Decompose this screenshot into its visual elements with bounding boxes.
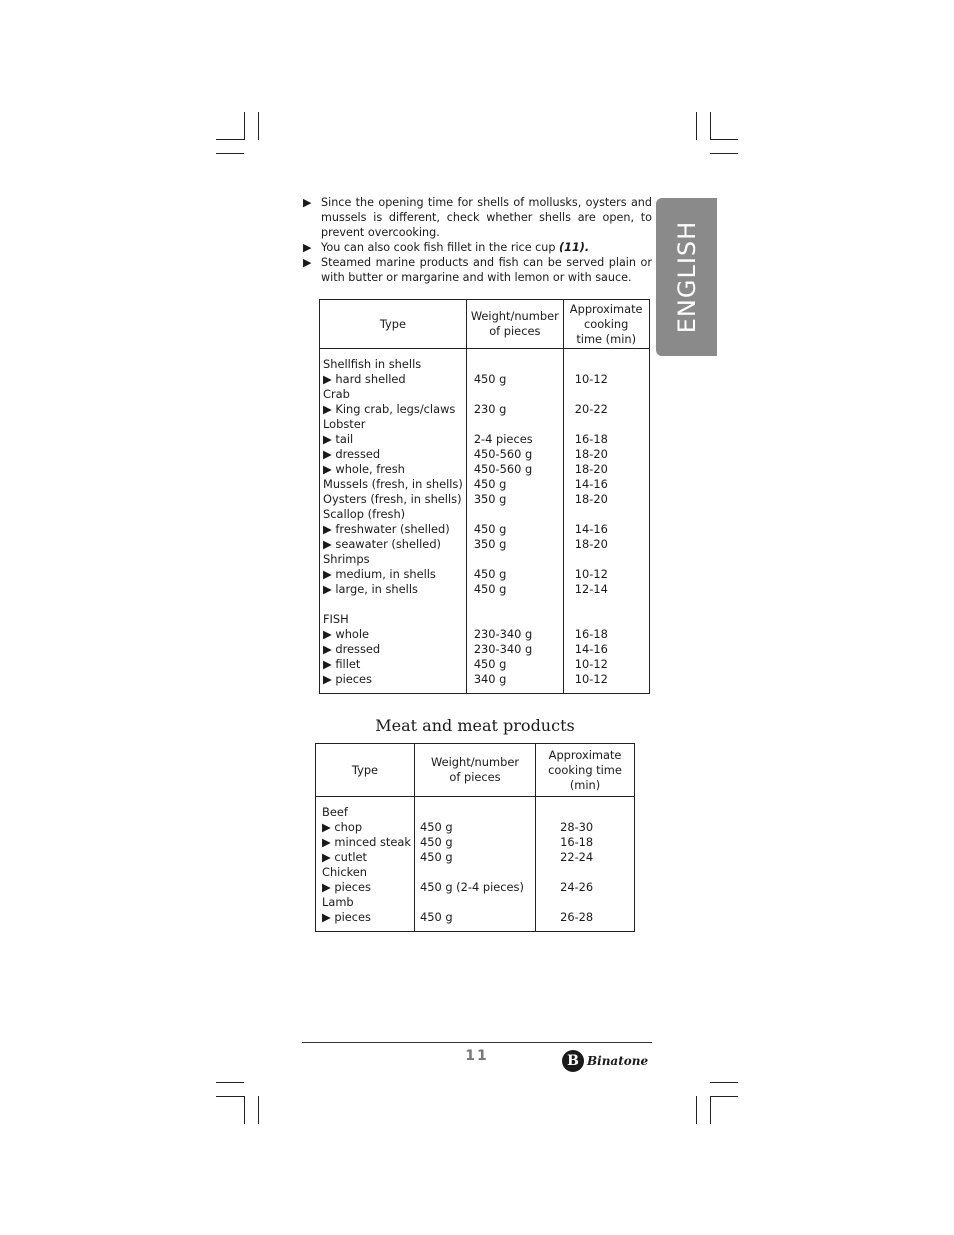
table-cell-type: ▶ medium, in shells	[323, 567, 436, 581]
table-cell-weight	[474, 507, 560, 522]
table-cell-weight: 450-560 g	[473, 447, 533, 461]
table-cell-type: ▶ freshwater (shelled)	[323, 522, 450, 536]
table-cell-weight: 450 g	[473, 477, 507, 491]
table-cell-weight	[474, 612, 560, 627]
time-column	[563, 349, 649, 694]
table-cell-weight: 450 g	[473, 372, 507, 386]
table-cell-type: ▶ King crab, legs/claws	[323, 402, 456, 416]
table-cell-time: 10-12	[574, 672, 608, 686]
table-cell-weight	[474, 597, 560, 612]
crop-mark	[216, 139, 244, 140]
table-cell-time: 10-12	[574, 567, 608, 581]
table-cell-weight: 450-560 g	[473, 462, 533, 476]
table-cell-weight: 450 g	[419, 835, 453, 849]
table-body-row	[316, 797, 635, 932]
crop-mark	[216, 1082, 244, 1083]
table-cell-time	[575, 507, 646, 522]
tip-item	[303, 240, 652, 255]
table-cell-weight: 2-4 pieces	[473, 432, 533, 446]
table-cell-time	[560, 895, 631, 910]
table-cell-time	[575, 417, 646, 432]
table-cell-type: ▶ pieces	[322, 880, 371, 894]
seafood-cooking-table	[319, 299, 650, 694]
time-cells	[564, 349, 649, 693]
table-cell-time: 16-18	[574, 432, 608, 446]
table-cell-type: Scallop (fresh)	[323, 507, 406, 521]
table-cell-type: ▶ pieces	[323, 672, 372, 686]
time-cells	[536, 797, 634, 931]
tip-text: Steamed marine products and fish can be served plain or with butter or margarine and with lemon or with sauce.	[321, 256, 652, 284]
table-cell-time	[560, 865, 631, 880]
table-cell-weight: 450 g	[473, 582, 507, 596]
table-cell-weight: 450 g	[473, 567, 507, 581]
crop-mark	[696, 112, 697, 140]
tip-reference: (11).	[559, 241, 590, 254]
crop-mark	[216, 1096, 244, 1097]
table-cell-weight	[420, 865, 532, 880]
table-cell-type: Lamb	[322, 895, 354, 909]
table-cell-weight: 450 g (2-4 pieces)	[419, 880, 524, 894]
table-cell-type: Mussels (fresh, in shells)	[323, 477, 463, 491]
column-header-type: Type	[316, 744, 415, 797]
crop-mark	[244, 112, 245, 140]
table-cell-type: ▶ tail	[323, 432, 354, 446]
table-cell-time: 14-16	[574, 642, 608, 656]
column-header-type: Type	[320, 300, 467, 349]
table-cell-time: 16-18	[574, 627, 608, 641]
table-cell-time	[575, 552, 646, 567]
type-cells	[316, 797, 414, 931]
table-cell-time: 18-20	[574, 492, 608, 506]
table-cell-time: 22-24	[560, 850, 594, 864]
time-column	[536, 797, 635, 932]
language-tab-label: ENGLISH	[672, 220, 701, 334]
table-cell-type: ▶ hard shelled	[323, 372, 406, 386]
table-cell-weight: 230 g	[473, 402, 507, 416]
arrow-bullet-icon: ▶	[303, 196, 312, 209]
table-cell-time	[575, 357, 646, 372]
table-cell-weight: 350 g	[473, 537, 507, 551]
weight-column	[466, 349, 563, 694]
table-cell-time: 18-20	[574, 537, 608, 551]
column-header-time: Approximate cooking time (min)	[536, 744, 635, 797]
table-cell-type: ▶ seawater (shelled)	[323, 537, 441, 551]
table-cell-time: 16-18	[560, 835, 594, 849]
table-cell-type: ▶ whole	[323, 627, 370, 641]
crop-mark	[710, 1096, 711, 1124]
table-cell-type: Crab	[323, 387, 350, 401]
table-cell-weight: 340 g	[473, 672, 507, 686]
footer-divider	[302, 1042, 652, 1043]
arrow-bullet-icon: ▶	[303, 241, 312, 254]
table-cell-type	[323, 597, 463, 612]
table-cell-time: 20-22	[574, 402, 608, 416]
table-cell-time: 24-26	[560, 880, 594, 894]
crop-mark	[710, 1096, 738, 1097]
table-cell-type: ▶ cutlet	[322, 850, 367, 864]
section-title: Meat and meat products	[375, 716, 575, 735]
column-header-weight: Weight/number of pieces	[466, 300, 563, 349]
crop-mark	[258, 1096, 259, 1124]
weight-cells	[467, 349, 563, 693]
table-cell-time	[560, 805, 631, 820]
table-cell-type: FISH	[323, 612, 349, 626]
table-cell-weight: 450 g	[473, 522, 507, 536]
meat-cooking-table	[315, 743, 635, 932]
tip-item	[303, 255, 652, 285]
table-cell-time	[575, 597, 646, 612]
crop-mark	[258, 112, 259, 140]
table-header-row	[316, 744, 635, 797]
crop-mark	[710, 1082, 738, 1083]
table-cell-time: 18-20	[574, 462, 608, 476]
table-cell-type: ▶ fillet	[323, 657, 361, 671]
table-cell-type: ▶ large, in shells	[323, 582, 418, 596]
table-cell-time: 18-20	[574, 447, 608, 461]
brand-logo	[562, 1050, 648, 1072]
table-cell-time: 28-30	[560, 820, 594, 834]
table-cell-time: 10-12	[574, 657, 608, 671]
table-cell-weight	[420, 805, 532, 820]
table-cell-weight: 230-340 g	[473, 627, 533, 641]
tip-item	[303, 195, 652, 240]
table-cell-type: Shellfish in shells	[323, 357, 422, 371]
table-cell-type: Beef	[322, 805, 348, 819]
table-cell-weight: 230-340 g	[473, 642, 533, 656]
table-header-row	[320, 300, 650, 349]
column-header-time: Approximate cooking time (min)	[563, 300, 649, 349]
brand-mark-icon: B	[562, 1050, 584, 1072]
table-cell-time: 14-16	[574, 477, 608, 491]
table-cell-type: Oysters (fresh, in shells)	[323, 492, 462, 506]
table-cell-weight: 450 g	[419, 910, 453, 924]
tip-text: You can also cook fish fillet in the rice cup	[321, 241, 560, 254]
table-cell-type: ▶ pieces	[322, 910, 371, 924]
table-cell-weight: 450 g	[419, 850, 453, 864]
crop-mark	[244, 1096, 245, 1124]
table-cell-weight: 350 g	[473, 492, 507, 506]
crop-mark	[216, 153, 244, 154]
table-cell-weight	[420, 895, 532, 910]
table-cell-time: 10-12	[574, 372, 608, 386]
type-column	[320, 349, 467, 694]
type-column	[316, 797, 415, 932]
language-tab	[656, 198, 717, 356]
table-cell-weight: 450 g	[419, 820, 453, 834]
crop-mark	[710, 112, 711, 140]
crop-mark	[710, 153, 738, 154]
table-cell-time	[575, 387, 646, 402]
weight-column	[414, 797, 535, 932]
table-cell-type: ▶ chop	[322, 820, 363, 834]
crop-mark	[696, 1096, 697, 1124]
table-cell-type: Shrimps	[323, 552, 370, 566]
column-header-weight: Weight/number of pieces	[414, 744, 535, 797]
weight-cells	[415, 797, 535, 931]
crop-mark	[710, 139, 738, 140]
table-cell-type: Chicken	[322, 865, 368, 879]
page-number: 11	[465, 1048, 489, 1064]
table-cell-type: ▶ dressed	[323, 447, 381, 461]
table-cell-type: ▶ whole, fresh	[323, 462, 405, 476]
brand-name: Binatone	[587, 1054, 649, 1068]
table-cell-time: 12-14	[574, 582, 608, 596]
table-cell-type: Lobster	[323, 417, 366, 431]
table-cell-weight	[474, 387, 560, 402]
table-cell-type: ▶ dressed	[323, 642, 381, 656]
table-cell-weight	[474, 552, 560, 567]
tips-list	[303, 195, 652, 285]
table-cell-type: ▶ minced steak	[322, 835, 411, 849]
table-body-row	[320, 349, 650, 694]
table-cell-time	[575, 612, 646, 627]
table-cell-time: 26-28	[560, 910, 594, 924]
type-cells	[320, 349, 466, 693]
tip-text: Since the opening time for shells of mollusks, oysters and mussels is different, check whether shells are open, to prevent overcooking.	[321, 196, 652, 239]
table-cell-time: 14-16	[574, 522, 608, 536]
table-cell-weight: 450 g	[473, 657, 507, 671]
arrow-bullet-icon: ▶	[303, 256, 312, 269]
table-cell-weight	[474, 357, 560, 372]
table-cell-weight	[474, 417, 560, 432]
